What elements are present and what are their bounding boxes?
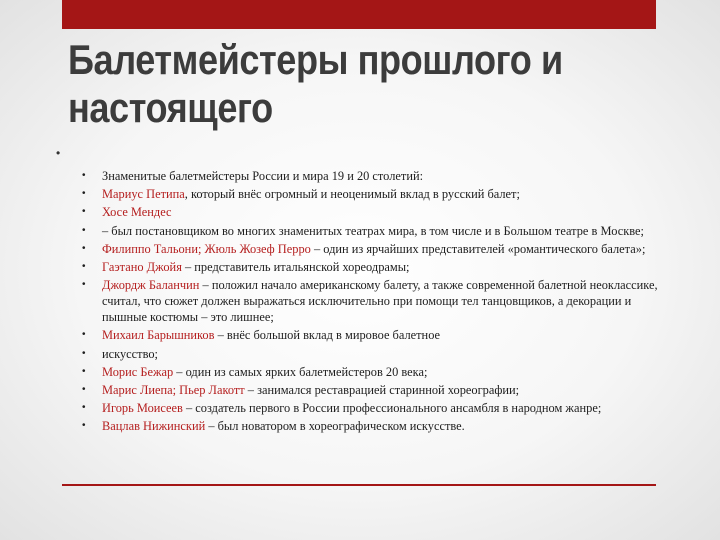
top-accent-bar: [62, 0, 656, 29]
bullet-icon: •: [82, 420, 86, 432]
list-item: [80, 223, 670, 239]
bullet-icon: •: [82, 279, 86, 291]
bullet-icon: •: [82, 170, 86, 181]
item-name: Игорь Моисеев: [102, 401, 183, 416]
item-text: Знаменитые балетмейстеры России и мира 19 и 20 столетий:: [102, 169, 424, 183]
item-name: Мариус Петипа: [102, 187, 185, 202]
item-name: Михаил Барышников: [102, 328, 215, 343]
item-text: – был новатором в хореографическом искусстве.: [205, 419, 465, 434]
item-text: – положил начало американскому балету, а также современной балетной неоклассике, считал, что сюжет должен выражаться исключительно при помощи тел танцовщиков, а декорации и пышные костюмы – это лишнее;: [102, 278, 658, 325]
list-item: [80, 400, 670, 416]
list-item: [80, 204, 670, 220]
bullet-icon: •: [82, 188, 86, 200]
bullet-icon: •: [82, 224, 86, 236]
list-item: [80, 346, 670, 362]
bullet-icon: •: [82, 365, 86, 377]
item-name: Морис Бежар: [102, 364, 174, 379]
item-name: Гаэтано Джойя: [102, 259, 182, 274]
item-text: – был постановщиком во многих знаменитых театрах мира, в том числе и в Большом театре в Москве;: [102, 223, 644, 238]
bullet-icon: •: [82, 402, 86, 414]
list-item: [80, 418, 670, 434]
item-name: Джордж Баланчин: [102, 278, 200, 293]
list-item: [80, 241, 670, 257]
item-name: Филиппо Тальони; Жюль Жозеф Перро: [102, 241, 311, 256]
list-item: [80, 327, 670, 343]
item-text: искусство;: [102, 346, 158, 361]
bottom-divider: [62, 484, 656, 486]
bullet-list: [80, 168, 670, 436]
list-item: [80, 364, 670, 380]
bullet-icon: •: [82, 329, 86, 341]
item-text: – один из самых ярких балетмейстеров 20 века;: [173, 364, 428, 379]
list-item: [80, 259, 670, 275]
bullet-icon: •: [82, 242, 86, 254]
bullet-icon: •: [82, 347, 86, 359]
list-item: [80, 277, 670, 325]
list-item: [80, 382, 670, 398]
bullet-icon: •: [82, 260, 86, 272]
side-dot: •: [56, 146, 61, 160]
bullet-icon: •: [82, 206, 86, 218]
item-text: – представитель итальянской хореодрамы;: [181, 259, 410, 274]
item-text: – занимался реставрацией старинной хореографии;: [244, 382, 520, 397]
item-name: Вацлав Нижинский: [102, 419, 206, 434]
bullet-icon: •: [82, 383, 86, 395]
slide-title: Балетмейстеры прошлого и настоящего: [68, 36, 563, 131]
list-item: [80, 186, 670, 202]
item-text: , который внёс огромный и неоценимый вклад в русский балет;: [184, 187, 520, 202]
list-item: [80, 168, 670, 184]
item-name: Марис Лиепа; Пьер Лакотт: [102, 382, 245, 397]
item-text: – внёс большой вклад в мировое балетное: [214, 328, 441, 343]
item-text: – создатель первого в России профессионального ансамбля в народном жанре;: [182, 401, 602, 416]
item-name: Хосе Мендес: [102, 205, 172, 220]
item-text: – один из ярчайших представителей «романтического балета»;: [310, 241, 646, 256]
